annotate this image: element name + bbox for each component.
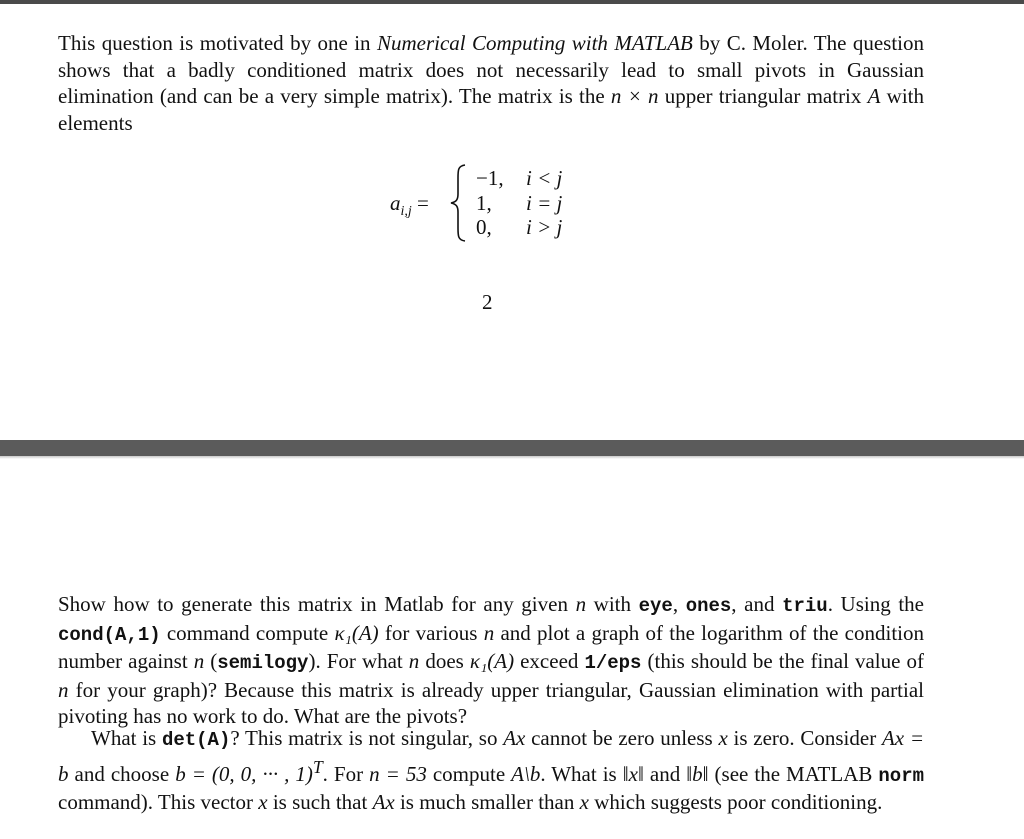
- math-n: n: [575, 592, 587, 616]
- text-run: for your graph)? Because this matrix is already upper triangular, Gaussian elimination with partial pivoting has no work to do. What are the pivots?: [58, 677, 924, 729]
- text-run: . What is: [540, 761, 623, 786]
- math-x: x: [579, 790, 589, 815]
- book-title: Numerical Computing with MATLAB: [376, 31, 693, 55]
- text-run: command compute: [160, 620, 335, 645]
- code-cond: cond(A,1): [58, 623, 161, 646]
- text-run: is such that: [267, 790, 373, 815]
- math-n: n: [193, 649, 205, 674]
- text-run: which suggests poor conditioning.: [588, 790, 883, 815]
- text-run: with: [586, 592, 639, 616]
- math-ax-eq-b: Ax = b: [58, 726, 924, 786]
- page-separator: [0, 440, 1024, 456]
- math-kappa: κ₁(A): [334, 620, 379, 645]
- math-ax: Ax: [372, 790, 395, 815]
- text-run: cannot be zero unless: [525, 726, 719, 750]
- case-row: [476, 215, 562, 240]
- equation-equals: =: [417, 191, 429, 215]
- case-row: [476, 191, 562, 216]
- page-number: 2: [482, 290, 493, 314]
- case-row: [476, 166, 562, 191]
- document-page-2: [0, 459, 1024, 839]
- text-run: does: [419, 649, 470, 674]
- text-run: . Using the: [827, 592, 924, 616]
- question-paragraph-1: [58, 591, 924, 730]
- case-condition: i > j: [526, 215, 563, 239]
- math-ax: Ax: [503, 726, 526, 750]
- math-kappa: κ₁(A): [469, 649, 515, 674]
- math-dimension: n × n: [610, 84, 659, 109]
- math-norm-b: ‖b‖: [686, 761, 709, 786]
- math-b-vector: b = (0, 0, ··· , 1): [175, 761, 313, 786]
- case-condition: i < j: [526, 166, 563, 190]
- math-n-value: n = 53: [369, 761, 427, 786]
- code-ones: ones: [685, 595, 732, 617]
- text-run: is zero. Consider: [727, 726, 882, 750]
- question-paragraph-2: [58, 725, 924, 816]
- math-n: n: [408, 649, 420, 674]
- equation-lhs-base: a: [390, 191, 401, 215]
- case-value: 1,: [476, 191, 492, 215]
- text-run: is much smaller than: [394, 790, 580, 815]
- text-run: . For: [322, 761, 370, 786]
- text-run: compute: [426, 761, 512, 786]
- case-value: 0,: [476, 215, 492, 239]
- text-run: with elements: [58, 84, 924, 135]
- text-run: This question is motivated by one in: [58, 31, 377, 55]
- math-matrix-var: A: [867, 84, 881, 109]
- math-backslash-solve: A\b: [511, 761, 541, 786]
- math-norm-x: ‖x‖: [622, 761, 644, 786]
- text-run: by C. Moler. The question shows that a badly conditioned matrix does not necessarily lead to small pivots in Gaussian elimination (and can be a very simple matrix). The matrix is the: [58, 31, 924, 109]
- math-x: x: [258, 790, 268, 815]
- case-value: −1,: [476, 166, 504, 190]
- math-n: n: [483, 620, 495, 645]
- case-condition: i = j: [526, 191, 563, 215]
- text-run: and plot a graph of the logarithm of the condition number against: [58, 620, 924, 674]
- text-run: command). This vector: [58, 790, 259, 815]
- equation-lhs: [390, 191, 429, 220]
- text-run: , and: [731, 592, 783, 616]
- text-run: (see the MATLAB: [708, 761, 879, 786]
- text-run: for various: [378, 620, 484, 645]
- code-eps: 1/eps: [584, 652, 642, 675]
- text-run: (: [204, 649, 218, 674]
- code-semilogy: semilogy: [217, 652, 309, 675]
- math-transpose: T: [312, 756, 323, 777]
- code-triu: triu: [782, 595, 828, 617]
- text-run: Show how to generate this matrix in Matlab for any given: [58, 592, 576, 616]
- text-run: What is: [91, 726, 162, 750]
- piecewise-equation: [390, 164, 610, 244]
- equation-lhs-subscript: i,j: [400, 204, 412, 220]
- intro-paragraph: [58, 30, 924, 136]
- document-page-1: [0, 4, 1024, 440]
- math-x: x: [718, 726, 728, 750]
- text-run: and: [643, 761, 687, 786]
- text-run: exceed: [514, 649, 585, 674]
- text-run: upper triangular matrix: [658, 84, 868, 109]
- text-run: and choose: [68, 761, 176, 786]
- code-norm: norm: [878, 764, 924, 787]
- text-run: (this should be the final value of: [641, 649, 924, 674]
- left-brace-icon: [450, 164, 468, 242]
- code-det: det(A): [161, 729, 231, 751]
- math-n: n: [58, 677, 69, 702]
- text-run: ,: [672, 592, 686, 616]
- text-run: ). For what: [308, 649, 409, 674]
- code-eye: eye: [638, 595, 673, 617]
- text-run: ? This matrix is not singular, so: [230, 726, 504, 750]
